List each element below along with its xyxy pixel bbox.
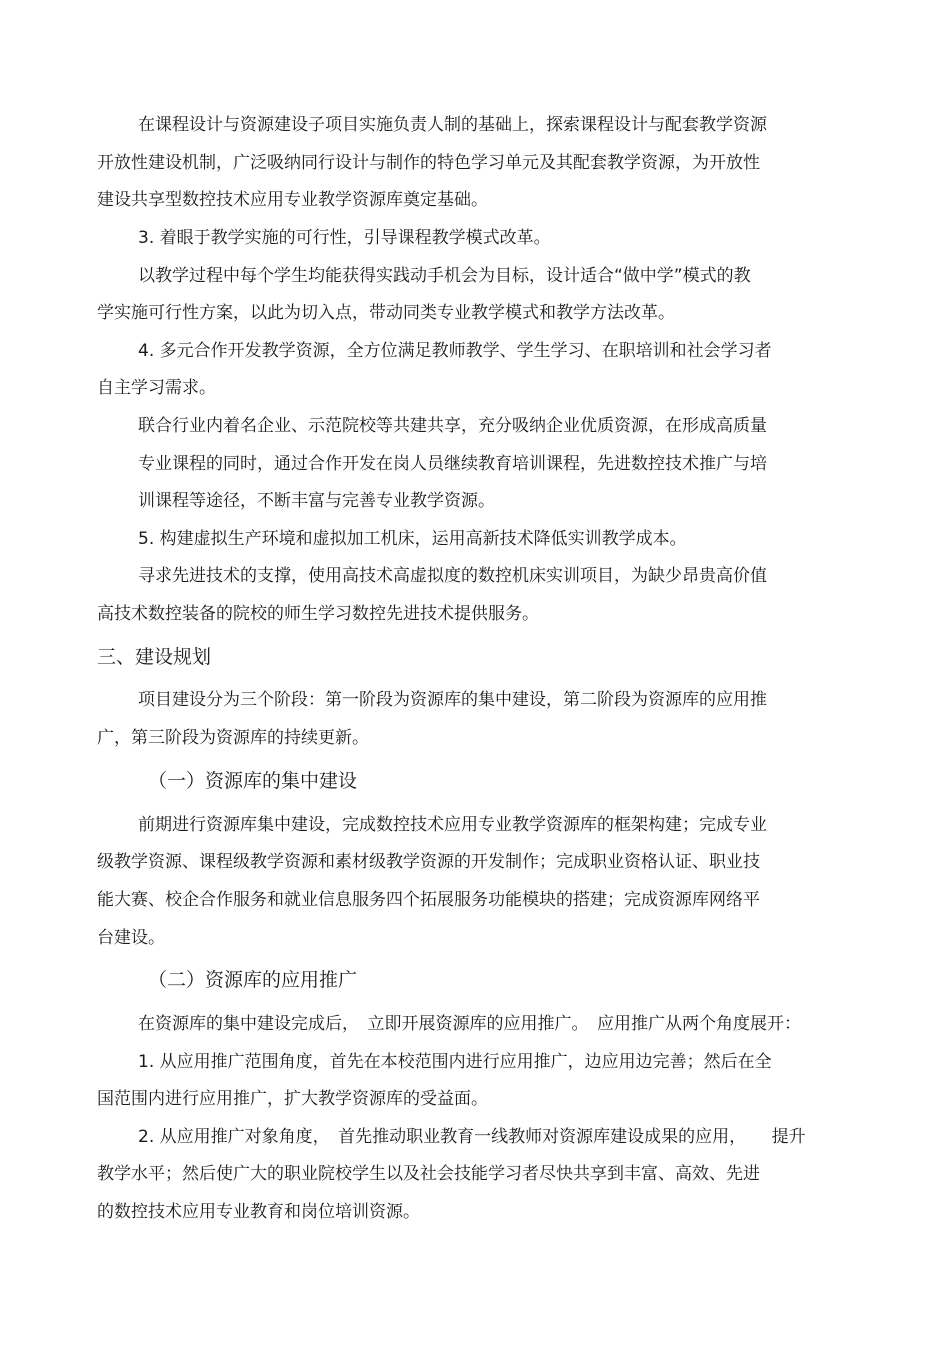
body-text-line: 以教学过程中每个学生均能获得实践动手机会为目标，设计适合“做中学”模式的教 <box>138 266 751 286</box>
body-text-line: 训课程等途径，不断丰富与完善专业教学资源。 <box>138 491 495 511</box>
body-text-line: 寻求先进技术的支撑，使用高技术高虚拟度的数控机床实训项目，为缺少昂贵高价值 <box>138 566 767 586</box>
body-text-line: 开放性建设机制，广泛吸纳同行设计与制作的特色学习单元及其配套教学资源，为开放性 <box>97 153 760 173</box>
body-text-line: 国范围内进行应用推广，扩大教学资源库的受益面。 <box>97 1089 488 1109</box>
body-text-line: 级教学资源、课程级教学资源和素材级教学资源的开发制作；完成职业资格认证、职业技 <box>97 852 760 872</box>
body-text-line: 建设共享型数控技术应用专业教学资源库奠定基础。 <box>97 190 488 210</box>
subsection-heading-1: （一）资源库的集中建设 <box>148 770 358 792</box>
body-text-line: 前期进行资源库集中建设，完成数控技术应用专业教学资源库的框架构建；完成专业 <box>138 815 767 835</box>
numbered-item-1: 1. 从应用推广范围角度，首先在本校范围内进行应用推广，边应用边完善；然后在全 <box>138 1052 772 1072</box>
body-text-line: 台建设。 <box>97 928 165 948</box>
section-heading-3: 三、建设规划 <box>97 646 212 668</box>
body-text-line: 的数控技术应用专业教育和岗位培训资源。 <box>97 1202 420 1222</box>
body-text-line: 高技术数控装备的院校的师生学习数控先进技术提供服务。 <box>97 604 539 624</box>
numbered-item-2: 2. 从应用推广对象角度， 首先推动职业教育一线教师对资源库建设成果的应用， 提升 <box>138 1127 806 1147</box>
numbered-item-4: 4. 多元合作开发教学资源，全方位满足教师教学、学生学习、在职培训和社会学习者 <box>138 341 772 361</box>
numbered-item-5: 5. 构建虚拟生产环境和虚拟加工机床，运用高新技术降低实训教学成本。 <box>138 529 687 549</box>
body-text-line: 自主学习需求。 <box>97 378 216 398</box>
body-text-line: 联合行业内着名企业、示范院校等共建共享，充分吸纳企业优质资源，在形成高质量 <box>138 416 767 436</box>
body-text-line: 专业课程的同时，通过合作开发在岗人员继续教育培训课程，先进数控技术推广与培 <box>138 454 767 474</box>
body-text-line: 项目建设分为三个阶段：第一阶段为资源库的集中建设，第二阶段为资源库的应用推 <box>138 690 767 710</box>
body-text-line: 能大赛、校企合作服务和就业信息服务四个拓展服务功能模块的搭建；完成资源库网络平 <box>97 890 760 910</box>
subsection-heading-2: （二）资源库的应用推广 <box>148 969 358 991</box>
numbered-item-3: 3. 着眼于教学实施的可行性，引导课程教学模式改革。 <box>138 228 551 248</box>
body-text-line: 在资源库的集中建设完成后， 立即开展资源库的应用推广。 应用推广从两个角度展开： <box>138 1014 801 1034</box>
body-text-line: 在课程设计与资源建设子项目实施负责人制的基础上，探索课程设计与配套教学资源 <box>138 115 767 135</box>
body-text-line: 学实施可行性方案，以此为切入点，带动同类专业教学模式和教学方法改革。 <box>97 303 675 323</box>
body-text-line: 教学水平；然后使广大的职业院校学生以及社会技能学习者尽快共享到丰富、高效、先进 <box>97 1164 760 1184</box>
body-text-line: 广，第三阶段为资源库的持续更新。 <box>97 728 369 748</box>
